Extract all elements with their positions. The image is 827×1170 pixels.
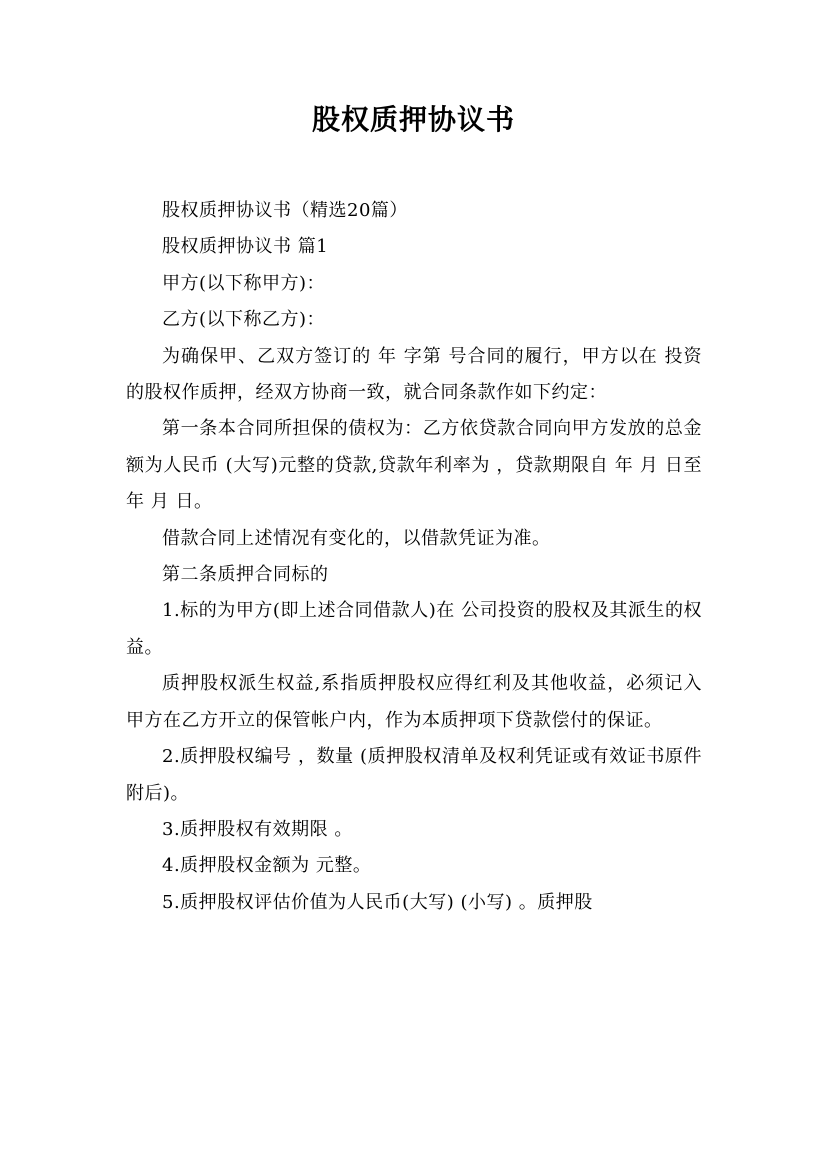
paragraph-article-2: 第二条质押合同标的 bbox=[162, 564, 329, 586]
paragraph-item-2: 2.质押股权编号 ，数量 (质押股权清单及权利凭证或有效证书原件附后)。 bbox=[126, 746, 702, 804]
paragraph-item-3: 3.质押股权有效期限 。 bbox=[162, 818, 353, 840]
document-body bbox=[126, 193, 702, 921]
paragraph-section-heading: 股权质押协议书 篇1 bbox=[162, 236, 329, 258]
paragraph-party-b: 乙方(以下称乙方)： bbox=[162, 309, 326, 331]
document-title: 股权质押协议书 bbox=[311, 103, 515, 136]
paragraph-party-a: 甲方(以下称甲方)： bbox=[162, 272, 326, 294]
paragraph-item-4: 4.质押股权金额为 元整。 bbox=[162, 855, 372, 877]
paragraph-article-1: 第一条本合同所担保的债权为：乙方依贷款合同向甲方发放的总金额为人民币 (大写)元整的贷款,贷款年利率为 ，贷款期限自 年 月 日至 年 月 日。 bbox=[126, 418, 702, 513]
paragraph-item-5: 5.质押股权评估价值为人民币(大写) (小写) 。质押股 bbox=[162, 891, 593, 913]
paragraph-preamble: 为确保甲、乙双方签订的 年 字第 号合同的履行，甲方以在 投资的股权作质押，经双方协商一致，就合同条款作如下约定： bbox=[126, 345, 702, 404]
paragraph-subtitle: 股权质押协议书（精选20篇） bbox=[162, 200, 408, 221]
paragraph-derived-rights: 质押股权派生权益,系指质押股权应得红利及其他收益，必须记入甲方在乙方开立的保管帐户内，作为本质押项下贷款偿付的保证。 bbox=[126, 673, 702, 731]
paragraph-item-1: 1.标的为甲方(即上述合同借款人)在 公司投资的股权及其派生的权益。 bbox=[126, 600, 703, 658]
paragraph-loan-change: 借款合同上述情况有变化的，以借款凭证为准。 bbox=[162, 527, 551, 549]
